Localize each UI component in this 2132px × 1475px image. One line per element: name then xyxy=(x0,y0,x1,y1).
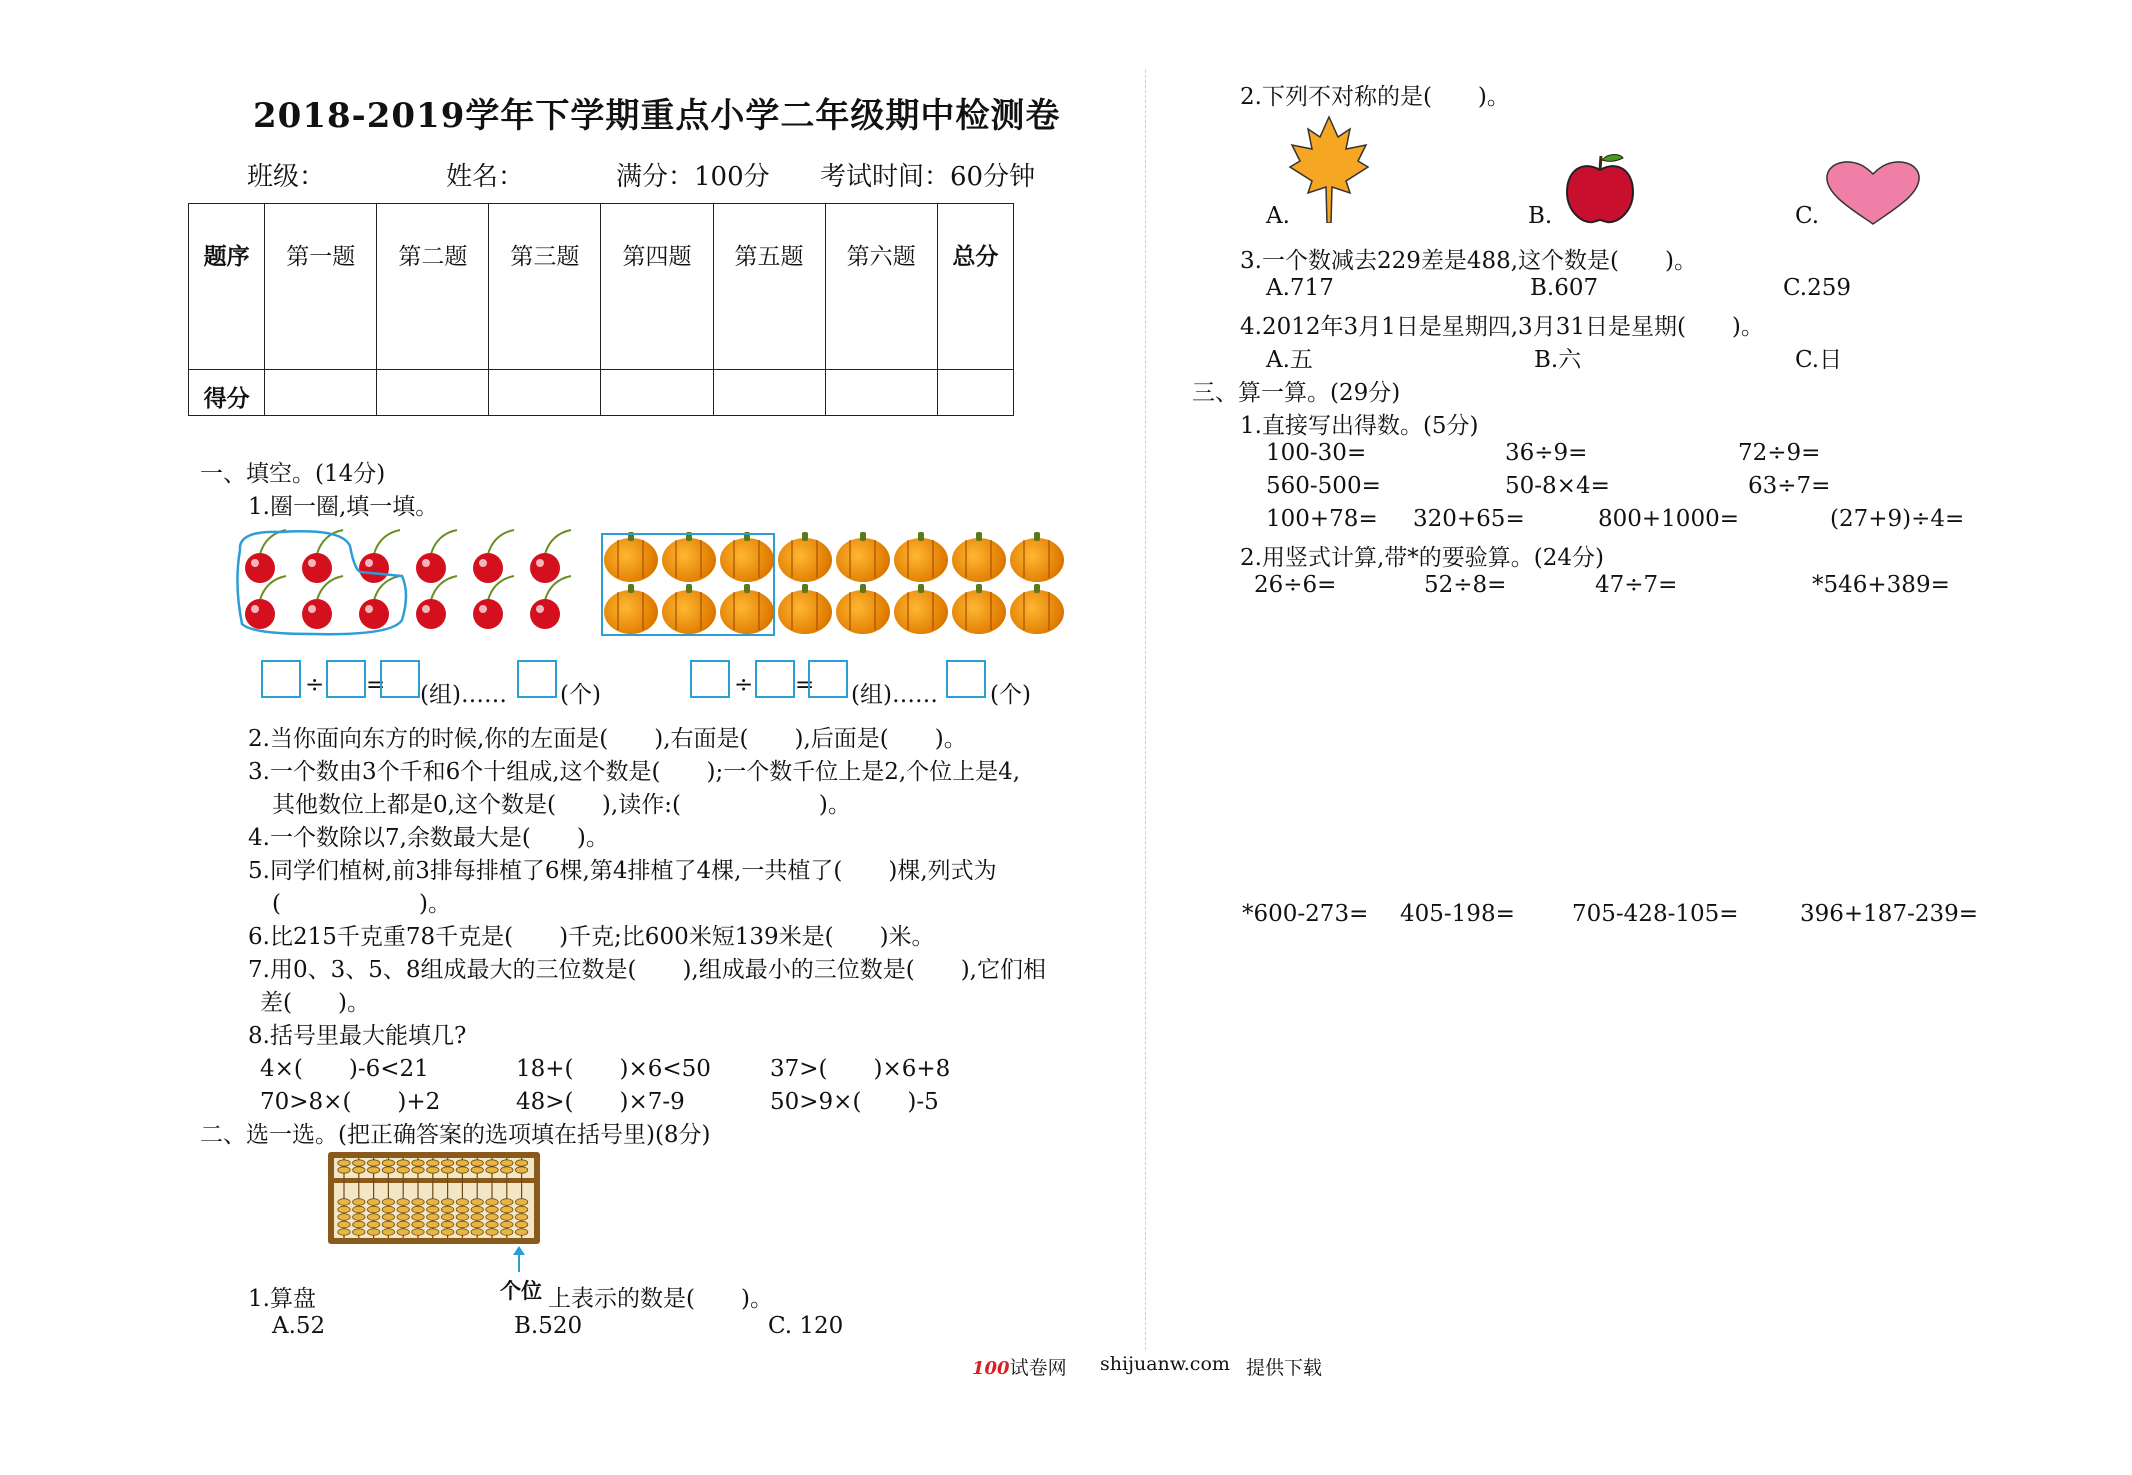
pumpkin-stem xyxy=(1034,532,1040,541)
abacus-ones-label: 个位 xyxy=(500,1278,542,1303)
cherry-icon xyxy=(530,553,560,583)
score-header-q4: 第四题 xyxy=(601,204,713,370)
s1-q3b: 其他数位上都是0,这个数是( ),读作:( )。 xyxy=(272,792,851,818)
s3-q1-item: 72÷9= xyxy=(1738,440,1821,466)
abacus-bead xyxy=(471,1229,483,1236)
s2-q4-option[interactable]: C.日 xyxy=(1795,347,1843,373)
s3-q2-item: 705-428-105= xyxy=(1572,901,1739,927)
abacus-bead xyxy=(338,1221,350,1228)
abacus-bead xyxy=(441,1221,453,1228)
abacus-bead xyxy=(486,1199,498,1206)
cherry-icon xyxy=(245,599,275,629)
pumpkin-stem xyxy=(802,584,808,593)
pumpkin-stem xyxy=(976,584,982,593)
pumpkin-icon xyxy=(1010,538,1064,582)
abacus-bead xyxy=(471,1214,483,1221)
piece-unit: (个) xyxy=(990,682,1031,708)
cherry-icon xyxy=(530,599,560,629)
cherry-highlight xyxy=(479,605,487,613)
full-score: 满分：100分 xyxy=(616,162,770,192)
pumpkin-stem xyxy=(1034,584,1040,593)
answer-box[interactable] xyxy=(326,660,366,698)
pumpkin-icon xyxy=(778,590,832,634)
cherry-icon xyxy=(416,599,446,629)
abacus-bead xyxy=(486,1221,498,1228)
abacus-bead xyxy=(397,1199,409,1206)
section2-heading: 二、选一选。(把正确答案的选项填在括号里)(8分) xyxy=(200,1122,711,1148)
s3-q2-item: *546+389= xyxy=(1812,572,1950,598)
s2-q4: 4.2012年3月1日是星期四,3月31日是星期( )。 xyxy=(1240,314,1764,340)
pumpkin-icon xyxy=(894,590,948,634)
abacus-bead xyxy=(515,1214,527,1221)
score-header-q5: 第五题 xyxy=(713,204,825,370)
abacus-bead xyxy=(397,1167,409,1173)
abacus-bead xyxy=(412,1206,424,1213)
abacus-bead xyxy=(486,1229,498,1236)
abacus-bead xyxy=(456,1221,468,1228)
cherry-highlight xyxy=(308,559,316,567)
site-logo: 100 xyxy=(972,1358,1010,1379)
s3-q2-item: 47÷7= xyxy=(1595,572,1678,598)
s3-q1-item: 63÷7= xyxy=(1748,473,1831,499)
abacus-bead xyxy=(338,1206,350,1213)
abacus-bead xyxy=(501,1221,513,1228)
eq-sign: = xyxy=(795,672,815,698)
score-cell[interactable] xyxy=(489,370,601,416)
score-cell[interactable] xyxy=(377,370,489,416)
answer-box[interactable] xyxy=(946,660,986,698)
s2-q3-option[interactable]: C.259 xyxy=(1783,275,1851,301)
cherry-stem xyxy=(488,530,514,554)
s2-q2: 2.下列不对称的是( )。 xyxy=(1240,84,1510,110)
cherry-highlight xyxy=(536,605,544,613)
pumpkin-icon xyxy=(836,538,890,582)
s2-q3: 3.一个数减去229差是488,这个数是( )。 xyxy=(1240,248,1698,274)
s3-q1-item: 50-8×4= xyxy=(1505,473,1610,499)
cherry-stem xyxy=(260,530,286,554)
score-cell[interactable] xyxy=(265,370,377,416)
cherry-stem xyxy=(374,530,400,554)
abacus-bead xyxy=(515,1160,527,1166)
score-header-q6: 第六题 xyxy=(825,204,937,370)
s3-q2-item: 52÷8= xyxy=(1424,572,1507,598)
answer-box[interactable] xyxy=(517,660,557,698)
abacus-bead xyxy=(515,1199,527,1206)
abacus-bead xyxy=(397,1214,409,1221)
abacus-bead xyxy=(427,1199,439,1206)
abacus-bead xyxy=(412,1199,424,1206)
abacus-bead xyxy=(353,1199,365,1206)
cherry-icon xyxy=(359,553,389,583)
s3-q1: 1.直接写出得数。(5分) xyxy=(1240,413,1479,439)
score-header-q2: 第二题 xyxy=(377,204,489,370)
cherry-icon xyxy=(245,553,275,583)
s1-q6: 6.比215千克重78千克是( )千克;比600米短139米是( )米。 xyxy=(248,924,935,950)
page-title: 2018-2019学年下学期重点小学二年级期中检测卷 xyxy=(253,96,1061,136)
score-header-q3: 第三题 xyxy=(489,204,601,370)
s1-q5b: ( )。 xyxy=(272,891,451,917)
s2-q1-post: 上表示的数是( )。 xyxy=(548,1286,773,1312)
score-cell[interactable] xyxy=(825,370,937,416)
s2-q3-option[interactable]: B.607 xyxy=(1530,275,1599,301)
score-header-order: 题序 xyxy=(189,204,265,370)
abacus-bead xyxy=(412,1221,424,1228)
s3-q1-item: 320+65= xyxy=(1413,506,1525,532)
abacus-bead xyxy=(471,1199,483,1206)
s2-q1-option[interactable]: B.520 xyxy=(514,1313,583,1339)
score-cell[interactable] xyxy=(601,370,713,416)
abacus-bead xyxy=(412,1214,424,1221)
abacus-bead xyxy=(456,1167,468,1173)
pumpkin-icon xyxy=(952,538,1006,582)
abacus-bead xyxy=(367,1160,379,1166)
abacus-bead xyxy=(353,1221,365,1228)
s2-q4-option[interactable]: B.六 xyxy=(1534,347,1582,373)
abacus-bead xyxy=(382,1214,394,1221)
cherry-highlight xyxy=(251,559,259,567)
cherry-highlight xyxy=(422,605,430,613)
abacus-bead xyxy=(382,1167,394,1173)
s2-q2-option[interactable]: A. xyxy=(1266,203,1290,229)
piece-unit: (个) xyxy=(560,682,601,708)
abacus-bead xyxy=(397,1160,409,1166)
cherries-illustration xyxy=(232,524,572,644)
cherry-highlight xyxy=(365,559,373,567)
footer-brand xyxy=(972,1353,1067,1380)
s3-q2-item: 396+187-239= xyxy=(1800,901,1979,927)
score-cell[interactable] xyxy=(713,370,825,416)
abacus-bead xyxy=(353,1214,365,1221)
abacus-bead xyxy=(515,1206,527,1213)
abacus-bead xyxy=(501,1214,513,1221)
pumpkin-icon xyxy=(1010,590,1064,634)
pumpkin-stem xyxy=(918,532,924,541)
abacus-bead xyxy=(501,1229,513,1236)
group-unit: (组)…… xyxy=(851,682,938,708)
s1-q8-item: 18+( )×6<50 xyxy=(516,1056,711,1082)
cherry-highlight xyxy=(251,605,259,613)
cherry-icon xyxy=(416,553,446,583)
s3-q1-item: 36÷9= xyxy=(1505,440,1588,466)
abacus-bead xyxy=(501,1160,513,1166)
s3-q1-item: 100+78= xyxy=(1266,506,1378,532)
abacus-bead xyxy=(397,1221,409,1228)
abacus-bead xyxy=(382,1199,394,1206)
abacus-bead xyxy=(456,1199,468,1206)
abacus-bead xyxy=(338,1199,350,1206)
s1-q8-item: 4×( )-6<21 xyxy=(260,1056,429,1082)
abacus-bead xyxy=(367,1214,379,1221)
cherry-icon xyxy=(359,599,389,629)
cherry-icon xyxy=(473,553,503,583)
s3-q2-item: 26÷6= xyxy=(1254,572,1337,598)
abacus-bead xyxy=(353,1160,365,1166)
abacus-bead xyxy=(367,1221,379,1228)
maple-leaf-icon xyxy=(1288,115,1370,223)
abacus-bead xyxy=(501,1206,513,1213)
cherry-icon xyxy=(302,599,332,629)
pumpkin-icon xyxy=(952,590,1006,634)
pumpkin-icon xyxy=(894,538,948,582)
abacus-bead xyxy=(441,1160,453,1166)
answer-box[interactable] xyxy=(261,660,301,698)
s2-q1-option[interactable]: A.52 xyxy=(272,1313,326,1339)
abacus-bead xyxy=(427,1167,439,1173)
pumpkin-stem xyxy=(918,584,924,593)
abacus-bead xyxy=(515,1221,527,1228)
answer-box[interactable] xyxy=(755,660,795,698)
abacus-bead xyxy=(353,1167,365,1173)
abacus-bead xyxy=(456,1214,468,1221)
abacus-bead xyxy=(441,1229,453,1236)
footer-note: 提供下载 xyxy=(1246,1357,1323,1379)
arrow-up-icon xyxy=(512,1246,526,1272)
s3-q2-item: *600-273= xyxy=(1242,901,1369,927)
abacus-bead xyxy=(441,1214,453,1221)
s3-q1-item: 100-30= xyxy=(1266,440,1367,466)
score-header-q1: 第一题 xyxy=(265,204,377,370)
s3-q1-item: 560-500= xyxy=(1266,473,1381,499)
s1-q4: 4.一个数除以7,余数最大是( )。 xyxy=(248,825,609,851)
abacus-bead xyxy=(412,1167,424,1173)
s1-q7b: 差( )。 xyxy=(260,990,370,1016)
abacus-bead xyxy=(367,1229,379,1236)
abacus-bead xyxy=(367,1167,379,1173)
s2-q4-option[interactable]: A.五 xyxy=(1266,347,1313,373)
abacus-illustration xyxy=(326,1150,542,1246)
section1-heading: 一、填空。(14分) xyxy=(200,461,386,487)
abacus-bead xyxy=(427,1214,439,1221)
abacus-bead xyxy=(427,1160,439,1166)
abacus-bead xyxy=(397,1206,409,1213)
abacus-bead xyxy=(486,1206,498,1213)
abacus-bead xyxy=(427,1229,439,1236)
s1-q8-item: 70>8×( )+2 xyxy=(260,1089,441,1115)
abacus-bead xyxy=(471,1167,483,1173)
s2-q3-option[interactable]: A.717 xyxy=(1266,275,1334,301)
abacus-bead xyxy=(471,1206,483,1213)
abacus-bead xyxy=(382,1206,394,1213)
group-unit: (组)…… xyxy=(420,682,507,708)
section3-heading: 三、算一算。(29分) xyxy=(1192,380,1401,406)
column-divider xyxy=(1145,70,1146,1350)
abacus-bead xyxy=(338,1229,350,1236)
pumpkin-icon xyxy=(836,590,890,634)
cherry-highlight xyxy=(536,559,544,567)
abacus-bead xyxy=(515,1229,527,1236)
s1-q3a: 3.一个数由3个千和6个十组成,这个数是( );一个数千位上是2,个位上是4, xyxy=(248,759,1021,785)
abacus-bead xyxy=(456,1160,468,1166)
s1-q1: 1.圈一圈,填一填。 xyxy=(248,494,439,520)
heart-icon xyxy=(1823,158,1923,226)
score-header-total: 总分 xyxy=(937,204,1013,370)
abacus-bead xyxy=(382,1160,394,1166)
pumpkin-circle-mark xyxy=(601,533,775,636)
s1-q8-item: 37>( )×6+8 xyxy=(770,1056,951,1082)
abacus-bead xyxy=(441,1167,453,1173)
s1-q8-item: 48>( )×7-9 xyxy=(516,1089,685,1115)
s2-q2-option[interactable]: B. xyxy=(1528,203,1553,229)
abacus-bead xyxy=(338,1214,350,1221)
pumpkin-stem xyxy=(802,532,808,541)
abacus-bead xyxy=(367,1206,379,1213)
abacus-bead xyxy=(412,1160,424,1166)
pumpkin-icon xyxy=(778,538,832,582)
abacus-bead xyxy=(382,1229,394,1236)
cherry-icon xyxy=(302,553,332,583)
pumpkin-stem xyxy=(976,532,982,541)
div-sign: ÷ xyxy=(734,672,754,698)
abacus-bead xyxy=(427,1221,439,1228)
site-name: 试卷网 xyxy=(1009,1357,1067,1379)
cherry-highlight xyxy=(308,605,316,613)
s1-q7a: 7.用0、3、5、8组成最大的三位数是( ),组成最小的三位数是( ),它们相 xyxy=(248,957,1046,983)
abacus-bead xyxy=(471,1160,483,1166)
answer-box[interactable] xyxy=(690,660,730,698)
abacus-bead xyxy=(397,1229,409,1236)
cherry-stem xyxy=(545,530,571,554)
s1-q5a: 5.同学们植树,前3排每排植了6棵,第4排植了4棵,一共植了( )棵,列式为 xyxy=(248,858,997,884)
pumpkin-stem xyxy=(860,532,866,541)
pumpkin-stem xyxy=(860,584,866,593)
abacus-bead xyxy=(353,1206,365,1213)
eq-sign: = xyxy=(366,672,386,698)
s1-q8: 8.括号里最大能填几? xyxy=(248,1023,467,1049)
abacus-bead xyxy=(456,1229,468,1236)
score-cell[interactable] xyxy=(937,370,1013,416)
abacus-bead xyxy=(353,1229,365,1236)
s2-q1-option[interactable]: C. 120 xyxy=(768,1313,844,1339)
abacus-bead xyxy=(382,1221,394,1228)
abacus-bead xyxy=(486,1214,498,1221)
abacus-bead xyxy=(338,1167,350,1173)
cherry-highlight xyxy=(479,559,487,567)
abacus-bead xyxy=(471,1221,483,1228)
name-label: 姓名： xyxy=(446,162,525,192)
s2-q2-option[interactable]: C. xyxy=(1795,203,1820,229)
s3-q2-item: 405-198= xyxy=(1400,901,1515,927)
answer-box[interactable] xyxy=(808,660,848,698)
abacus-bead xyxy=(427,1206,439,1213)
score-row-label: 得分 xyxy=(189,370,265,416)
apple-icon xyxy=(1563,152,1637,226)
abacus-bead xyxy=(338,1160,350,1166)
cherry-icon xyxy=(473,599,503,629)
class-label: 班级： xyxy=(247,162,326,192)
abacus-bead xyxy=(501,1199,513,1206)
abacus-bead xyxy=(367,1199,379,1206)
answer-box[interactable] xyxy=(380,660,420,698)
s1-q8-item: 50>9×( )-5 xyxy=(770,1089,939,1115)
s2-q1-pre: 1.算盘 xyxy=(248,1286,316,1312)
abacus-bead xyxy=(501,1167,513,1173)
score-table xyxy=(188,203,1014,416)
cherry-highlight xyxy=(422,559,430,567)
abacus-bead xyxy=(456,1206,468,1213)
abacus-bead xyxy=(515,1167,527,1173)
cherry-highlight xyxy=(365,605,373,613)
cherry-stem xyxy=(431,530,457,554)
div-sign: ÷ xyxy=(305,672,325,698)
s3-q1-item: 800+1000= xyxy=(1598,506,1739,532)
exam-time: 考试时间：60分钟 xyxy=(820,162,1036,192)
s3-q2: 2.用竖式计算,带*的要验算。(24分) xyxy=(1240,545,1604,571)
abacus-bead xyxy=(412,1229,424,1236)
abacus-bead xyxy=(441,1206,453,1213)
abacus-bead xyxy=(486,1167,498,1173)
abacus-bead xyxy=(486,1160,498,1166)
footer-url[interactable]: shijuanw.com xyxy=(1100,1353,1230,1375)
s1-q2: 2.当你面向东方的时候,你的左面是( ),右面是( ),后面是( )。 xyxy=(248,726,967,752)
abacus-bead xyxy=(441,1199,453,1206)
s3-q1-item: (27+9)÷4= xyxy=(1830,506,1965,532)
